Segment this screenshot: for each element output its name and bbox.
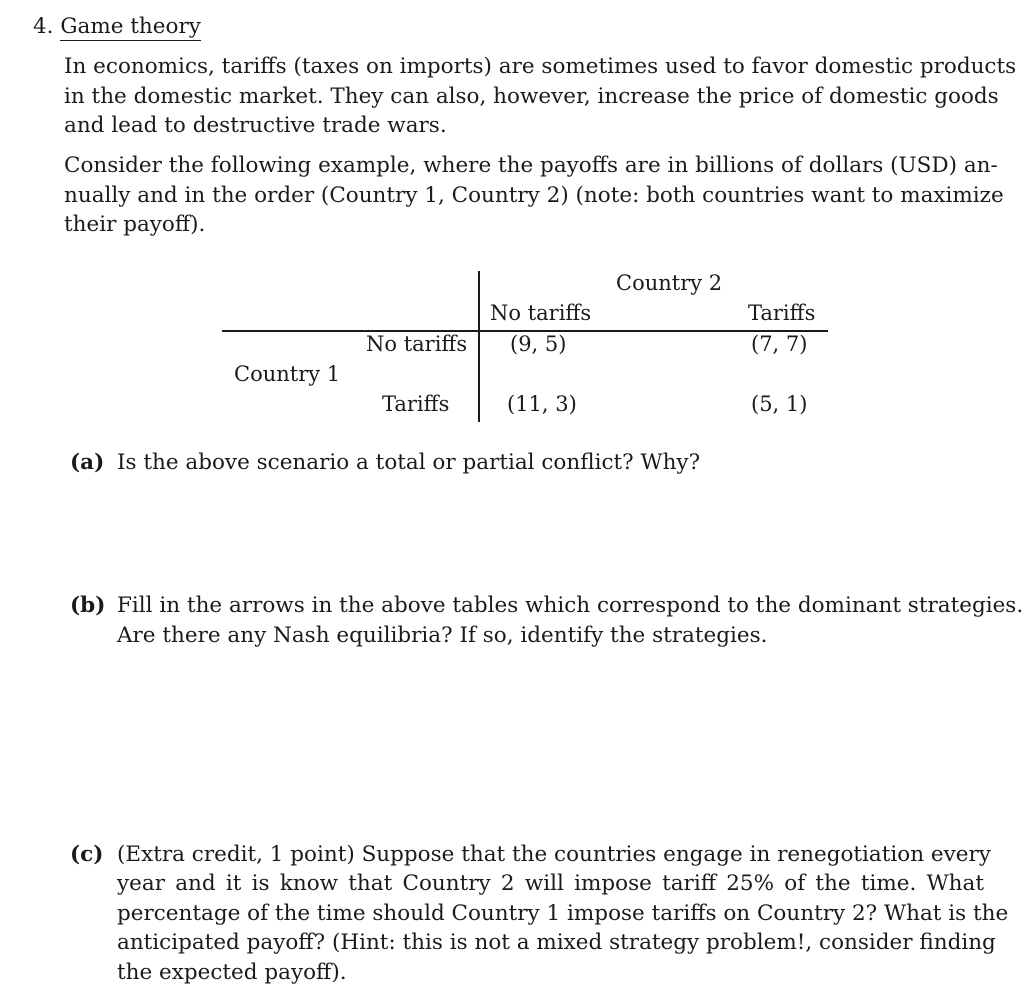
question-c-line-1: (Extra credit, 1 point) Suppose that the countries engage in renegotiation every bbox=[117, 842, 991, 867]
intro-p1-line-2: in the domestic market. They can also, however, increase the price of domestic goods bbox=[64, 84, 999, 109]
intro-p2-line-3: their payoff). bbox=[64, 212, 206, 237]
payoff-cell-no-tariffs: (7, 7) bbox=[751, 332, 808, 356]
question-c-line-4: anticipated payoff? (Hint: this is not a mixed strategy problem!, consider finding bbox=[117, 930, 996, 955]
row-header-tariffs: Tariffs bbox=[382, 392, 450, 416]
question-c-line-5: the expected payoff). bbox=[117, 960, 347, 985]
question-b-line-2: Are there any Nash equilibria? If so, identify the strategies. bbox=[117, 623, 768, 648]
question-c-line-2: year and it is know that Country 2 will impose tariff 25% of the time. What bbox=[117, 871, 984, 896]
question-c-line-3: percentage of the time should Country 1 impose tariffs on Country 2? What is the bbox=[117, 901, 1009, 926]
intro-p1-line-1: In economics, tariffs (taxes on imports) are sometimes used to favor domestic products bbox=[64, 54, 1017, 79]
intro-p2-line-1: Consider the following example, where the payoffs are in billions of dollars (USD) an- bbox=[64, 153, 998, 178]
row-header-no-tariffs: No tariffs bbox=[366, 332, 468, 356]
intro-p2-line-2: nually and in the order (Country 1, Country 2) (note: both countries want to maximize bbox=[64, 183, 1004, 208]
row-player-label: Country 1 bbox=[234, 362, 341, 386]
section-heading bbox=[33, 14, 201, 39]
question-b-line-1: Fill in the arrows in the above tables which correspond to the dominant strategies. bbox=[117, 593, 1024, 618]
section-number: 4. bbox=[33, 14, 54, 39]
col-header-tariffs: Tariffs bbox=[748, 301, 816, 325]
payoff-cell-tariffs-no: (11, 3) bbox=[507, 392, 577, 416]
col-header-no-tariffs: No tariffs bbox=[490, 301, 592, 325]
question-a-label: (a) bbox=[70, 450, 105, 475]
table-vertical-rule bbox=[478, 271, 480, 422]
payoff-cell-no-no: (9, 5) bbox=[510, 332, 567, 356]
section-title: Game theory bbox=[60, 14, 201, 39]
intro-p1-line-3: and lead to destructive trade wars. bbox=[64, 113, 447, 138]
payoff-cell-tariffs-tariffs: (5, 1) bbox=[751, 392, 808, 416]
question-c-label: (c) bbox=[70, 842, 104, 867]
question-a-text: Is the above scenario a total or partial conflict? Why? bbox=[117, 450, 701, 475]
question-b-label: (b) bbox=[70, 593, 106, 618]
col-player-label: Country 2 bbox=[616, 271, 723, 295]
